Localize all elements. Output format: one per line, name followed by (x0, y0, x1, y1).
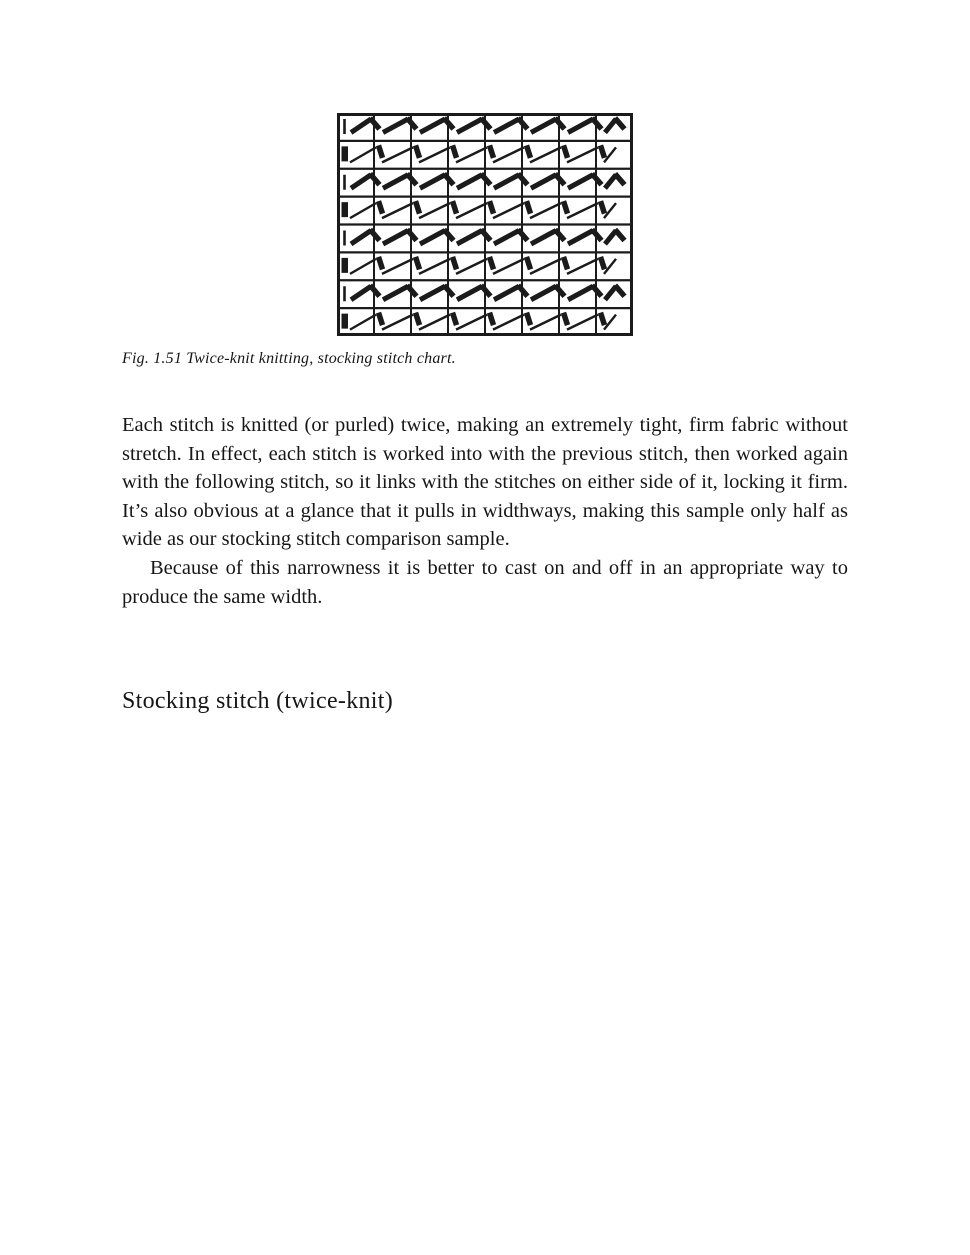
body-paragraph-1: Each stitch is knitted (or purled) twice, making an extremely tight, firm fabric without stretch. In effect, each stitch is worked into with the previous stitch, then worked again with the following stitch, so it links with the stitches on either side of it, locking it firm. It’s also obvious at a glance that it pulls in widthways, making this sample only half as wide as our stocking stitch comparison sample. (122, 414, 848, 551)
knitting-chart (337, 113, 633, 336)
body-text-block (122, 411, 848, 611)
section-heading: Stocking stitch (twice-knit) (122, 688, 394, 714)
body-paragraph-2: Because of this narrowness it is better to cast on and off in an appropriate way to produce the same width. (122, 556, 848, 608)
figure-caption: Fig. 1.51 Twice-knit knitting, stocking stitch chart. (122, 350, 456, 367)
